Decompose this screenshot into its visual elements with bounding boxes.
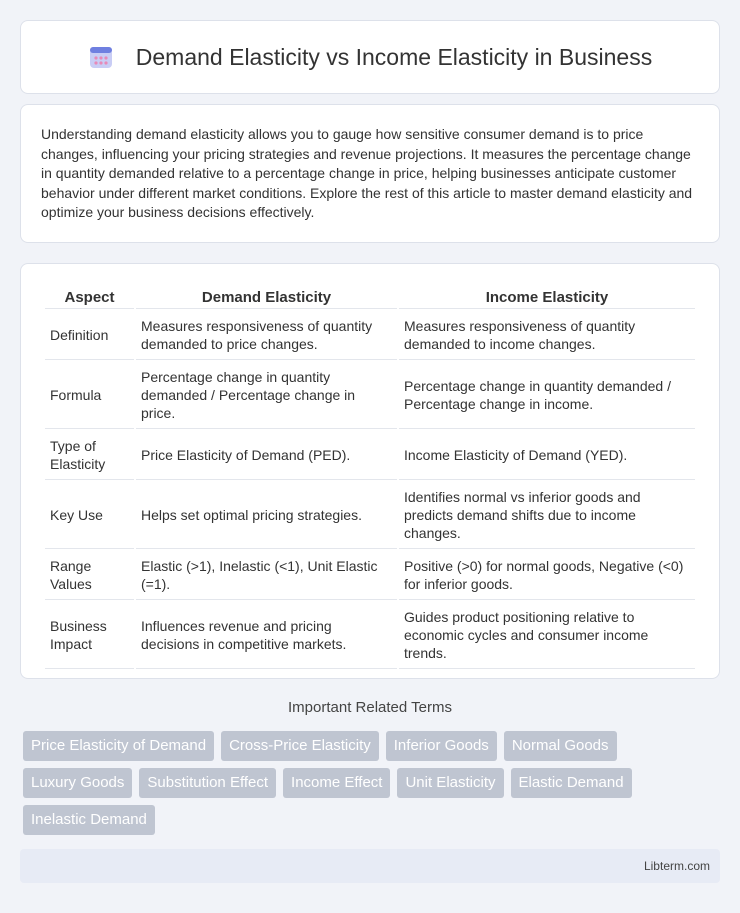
calendar-icon (88, 44, 114, 70)
table-row (45, 602, 695, 669)
tag-luxury-goods[interactable]: Luxury Goods (23, 768, 132, 798)
row-income: Positive (>0) for normal goods, Negative (<0) for inferior goods. (399, 551, 695, 600)
table-row (45, 311, 695, 360)
tag-unit-elasticity[interactable]: Unit Elasticity (397, 768, 503, 798)
table-header-row (45, 286, 695, 309)
intro-paragraph: Understanding demand elasticity allows you to gauge how sensitive consumer demand is to price changes, influencing your pricing strategies and revenue projections. It measures the percentage change in quantity demanded relative to a percentage change in price, helping businesses anticipate customer behavior under different market conditions. Explore the rest of this article to master demand elasticity and optimize your business decisions effectively. (41, 126, 693, 220)
tag-inferior-goods[interactable]: Inferior Goods (386, 731, 497, 761)
comparison-card (20, 263, 720, 679)
row-income: Percentage change in quantity demanded / Percentage change in income. (399, 362, 695, 429)
row-demand: Measures responsiveness of quantity demanded to price changes. (136, 311, 397, 360)
row-aspect: Formula (45, 362, 134, 429)
title-card (20, 20, 720, 94)
table-row (45, 431, 695, 480)
tag-income-effect[interactable]: Income Effect (283, 768, 390, 798)
page-title: Demand Elasticity vs Income Elasticity in Business (135, 43, 653, 70)
tag-inelastic-demand[interactable]: Inelastic Demand (23, 805, 155, 835)
row-aspect: Key Use (45, 482, 134, 549)
row-income: Guides product positioning relative to economic cycles and consumer income trends. (399, 602, 695, 669)
row-demand: Price Elasticity of Demand (PED). (136, 431, 397, 480)
row-demand: Influences revenue and pricing decisions in competitive markets. (136, 602, 397, 669)
intro-card (20, 104, 720, 243)
header-demand-elasticity: Demand Elasticity (136, 286, 397, 309)
row-aspect: Business Impact (45, 602, 134, 669)
tag-substitution-effect[interactable]: Substitution Effect (139, 768, 276, 798)
header-income-elasticity: Income Elasticity (399, 286, 695, 309)
tag-normal-goods[interactable]: Normal Goods (504, 731, 617, 761)
row-demand: Elastic (>1), Inelastic (<1), Unit Elastic (=1). (136, 551, 397, 600)
comparison-table (43, 284, 697, 671)
row-income: Measures responsiveness of quantity demanded to income changes. (399, 311, 695, 360)
table-row (45, 551, 695, 600)
table-row (45, 482, 695, 549)
related-terms-list (23, 731, 723, 842)
tag-price-elasticity-of-demand[interactable]: Price Elasticity of Demand (23, 731, 214, 761)
tag-elastic-demand[interactable]: Elastic Demand (511, 768, 632, 798)
row-income: Income Elasticity of Demand (YED). (399, 431, 695, 480)
footer-site-link[interactable]: Libterm.com (643, 859, 710, 873)
header-aspect: Aspect (45, 286, 134, 309)
row-aspect: Type of Elasticity (45, 431, 134, 480)
row-aspect: Definition (45, 311, 134, 360)
table-row (45, 362, 695, 429)
footer (20, 849, 720, 883)
row-income: Identifies normal vs inferior goods and predicts demand shifts due to income changes. (399, 482, 695, 549)
related-terms-title: Important Related Terms (288, 699, 452, 716)
row-demand: Percentage change in quantity demanded / Percentage change in price. (136, 362, 397, 429)
tag-cross-price-elasticity[interactable]: Cross-Price Elasticity (221, 731, 379, 761)
row-demand: Helps set optimal pricing strategies. (136, 482, 397, 549)
row-aspect: Range Values (45, 551, 134, 600)
